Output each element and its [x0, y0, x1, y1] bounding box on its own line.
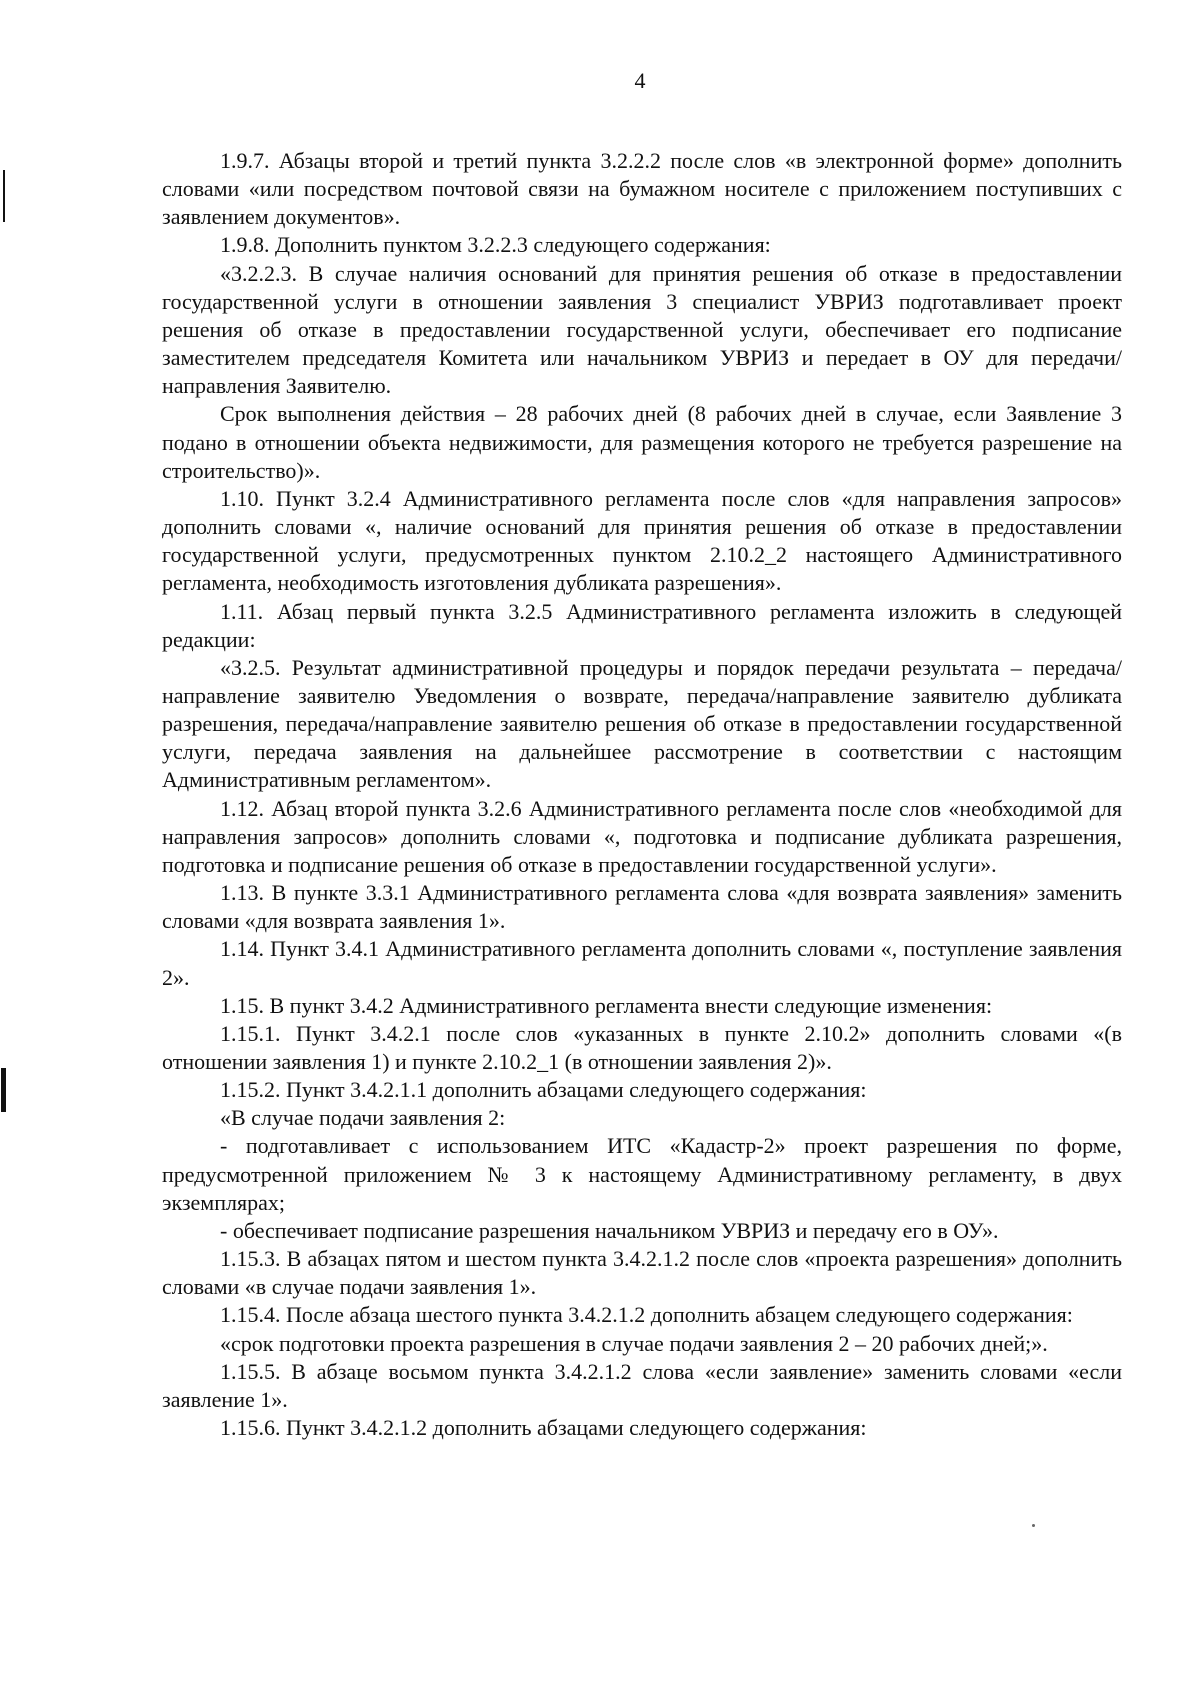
paragraph: 1.15.2. Пункт 3.4.2.1.1 дополнить абзацами следующего содержания: [220, 1077, 867, 1103]
paragraph: 1.15.5. В абзаце восьмом пункта 3.4.2.1.2 слова «если заявление» заменить словами «если заявление 1». [162, 1358, 1122, 1412]
paragraph: 1.15.6. Пункт 3.4.2.1.2 дополнить абзацами следующего содержания: [220, 1415, 867, 1441]
page-number: 4 [634, 68, 646, 93]
paragraph: 1.15. В пункт 3.4.2 Административного регламента внести следующие изменения: [220, 992, 993, 1018]
paragraph: 1.12. Абзац второй пункта 3.2.6 Административного регламента после слов «необходимой для направления запросов» дополнить словами «, подготовка и подписание дубликата разрешения, подготовка и подписание решения об отказе в предоставлении государственной услуги». [162, 795, 1122, 877]
paragraph: «В случае подачи заявления 2: [220, 1105, 506, 1131]
list-item: - обеспечивает подписание разрешения начальником УВРИЗ и передачу его в ОУ». [220, 1217, 999, 1243]
list-item: - подготавливает с использованием ИТС «Кадастр-2» проект разрешения по форме, предусмотренной приложением № 3 к настоящему Административному регламенту, в двух экземплярах; [162, 1133, 1122, 1215]
scan-margin-mark [1, 1068, 6, 1112]
paragraph: 1.14. Пункт 3.4.1 Административного регламента дополнить словами «, поступление заявления 2». [162, 936, 1122, 990]
paragraph: «3.2.2.3. В случае наличия оснований для принятия решения об отказе в предоставлении государственной услуги в отношении заявления 3 специалист УВРИЗ подготавливает проект решения об отказе в предоставлении государственной услуги, обеспечивает его подписание заместителем председателя Комитета или начальником УВРИЗ и передает в ОУ для передачи/направления Заявителю. [162, 260, 1122, 399]
paragraph: 1.9.8. Дополнить пунктом 3.2.2.3 следующего содержания: [220, 232, 771, 258]
scan-speck [1032, 1524, 1035, 1527]
paragraph: 1.9.7. Абзацы второй и третий пункта 3.2.2.2 после слов «в электронной форме» дополнить словами «или посредством почтовой связи на бумажном носителе с приложением поступивших с заявлением документов». [162, 148, 1122, 230]
paragraph: «3.2.5. Результат административной процедуры и порядок передачи результата – передача/направление заявителю Уведомления о возврате, передача/направление заявителю дубликата разрешения, передача/направление заявителю решения об отказе в предоставлении государственной услуги, передача заявления на дальнейшее рассмотрение в соответствии с настоящим Административным регламентом». [162, 654, 1122, 793]
scan-margin-mark [3, 170, 5, 222]
paragraph: «срок подготовки проекта разрешения в случае подачи заявления 2 – 20 рабочих дней;». [220, 1330, 1048, 1356]
paragraph: 1.13. В пункте 3.3.1 Административного регламента слова «для возврата заявления» заменить словами «для возврата заявления 1». [162, 880, 1122, 934]
paragraph: 1.11. Абзац первый пункта 3.2.5 Административного регламента изложить в следующей редакции: [162, 598, 1122, 652]
paragraph: 1.15.3. В абзацах пятом и шестом пункта 3.4.2.1.2 после слов «проекта разрешения» дополнить словами «в случае подачи заявления 1». [162, 1246, 1122, 1300]
paragraph: 1.10. Пункт 3.2.4 Административного регламента после слов «для направления запросов» дополнить словами «, наличие оснований для принятия решения об отказе в предоставлении государственной услуги, предусмотренных пунктом 2.10.2_2 настоящего Административного регламента, необходимость изготовления дубликата разрешения». [162, 485, 1122, 596]
paragraph: Срок выполнения действия – 28 рабочих дней (8 рабочих дней в случае, если Заявление 3 подано в отношении объекта недвижимости, для размещения которого не требуется разрешение на строительство)». [162, 401, 1122, 483]
paragraph: 1.15.1. Пункт 3.4.2.1 после слов «указанных в пункте 2.10.2» дополнить словами «(в отношении заявления 1) и пункте 2.10.2_1 (в отношении заявления 2)». [162, 1020, 1122, 1074]
document-body [162, 147, 1122, 1442]
paragraph: 1.15.4. После абзаца шестого пункта 3.4.2.1.2 дополнить абзацем следующего содержания: [220, 1302, 1073, 1328]
